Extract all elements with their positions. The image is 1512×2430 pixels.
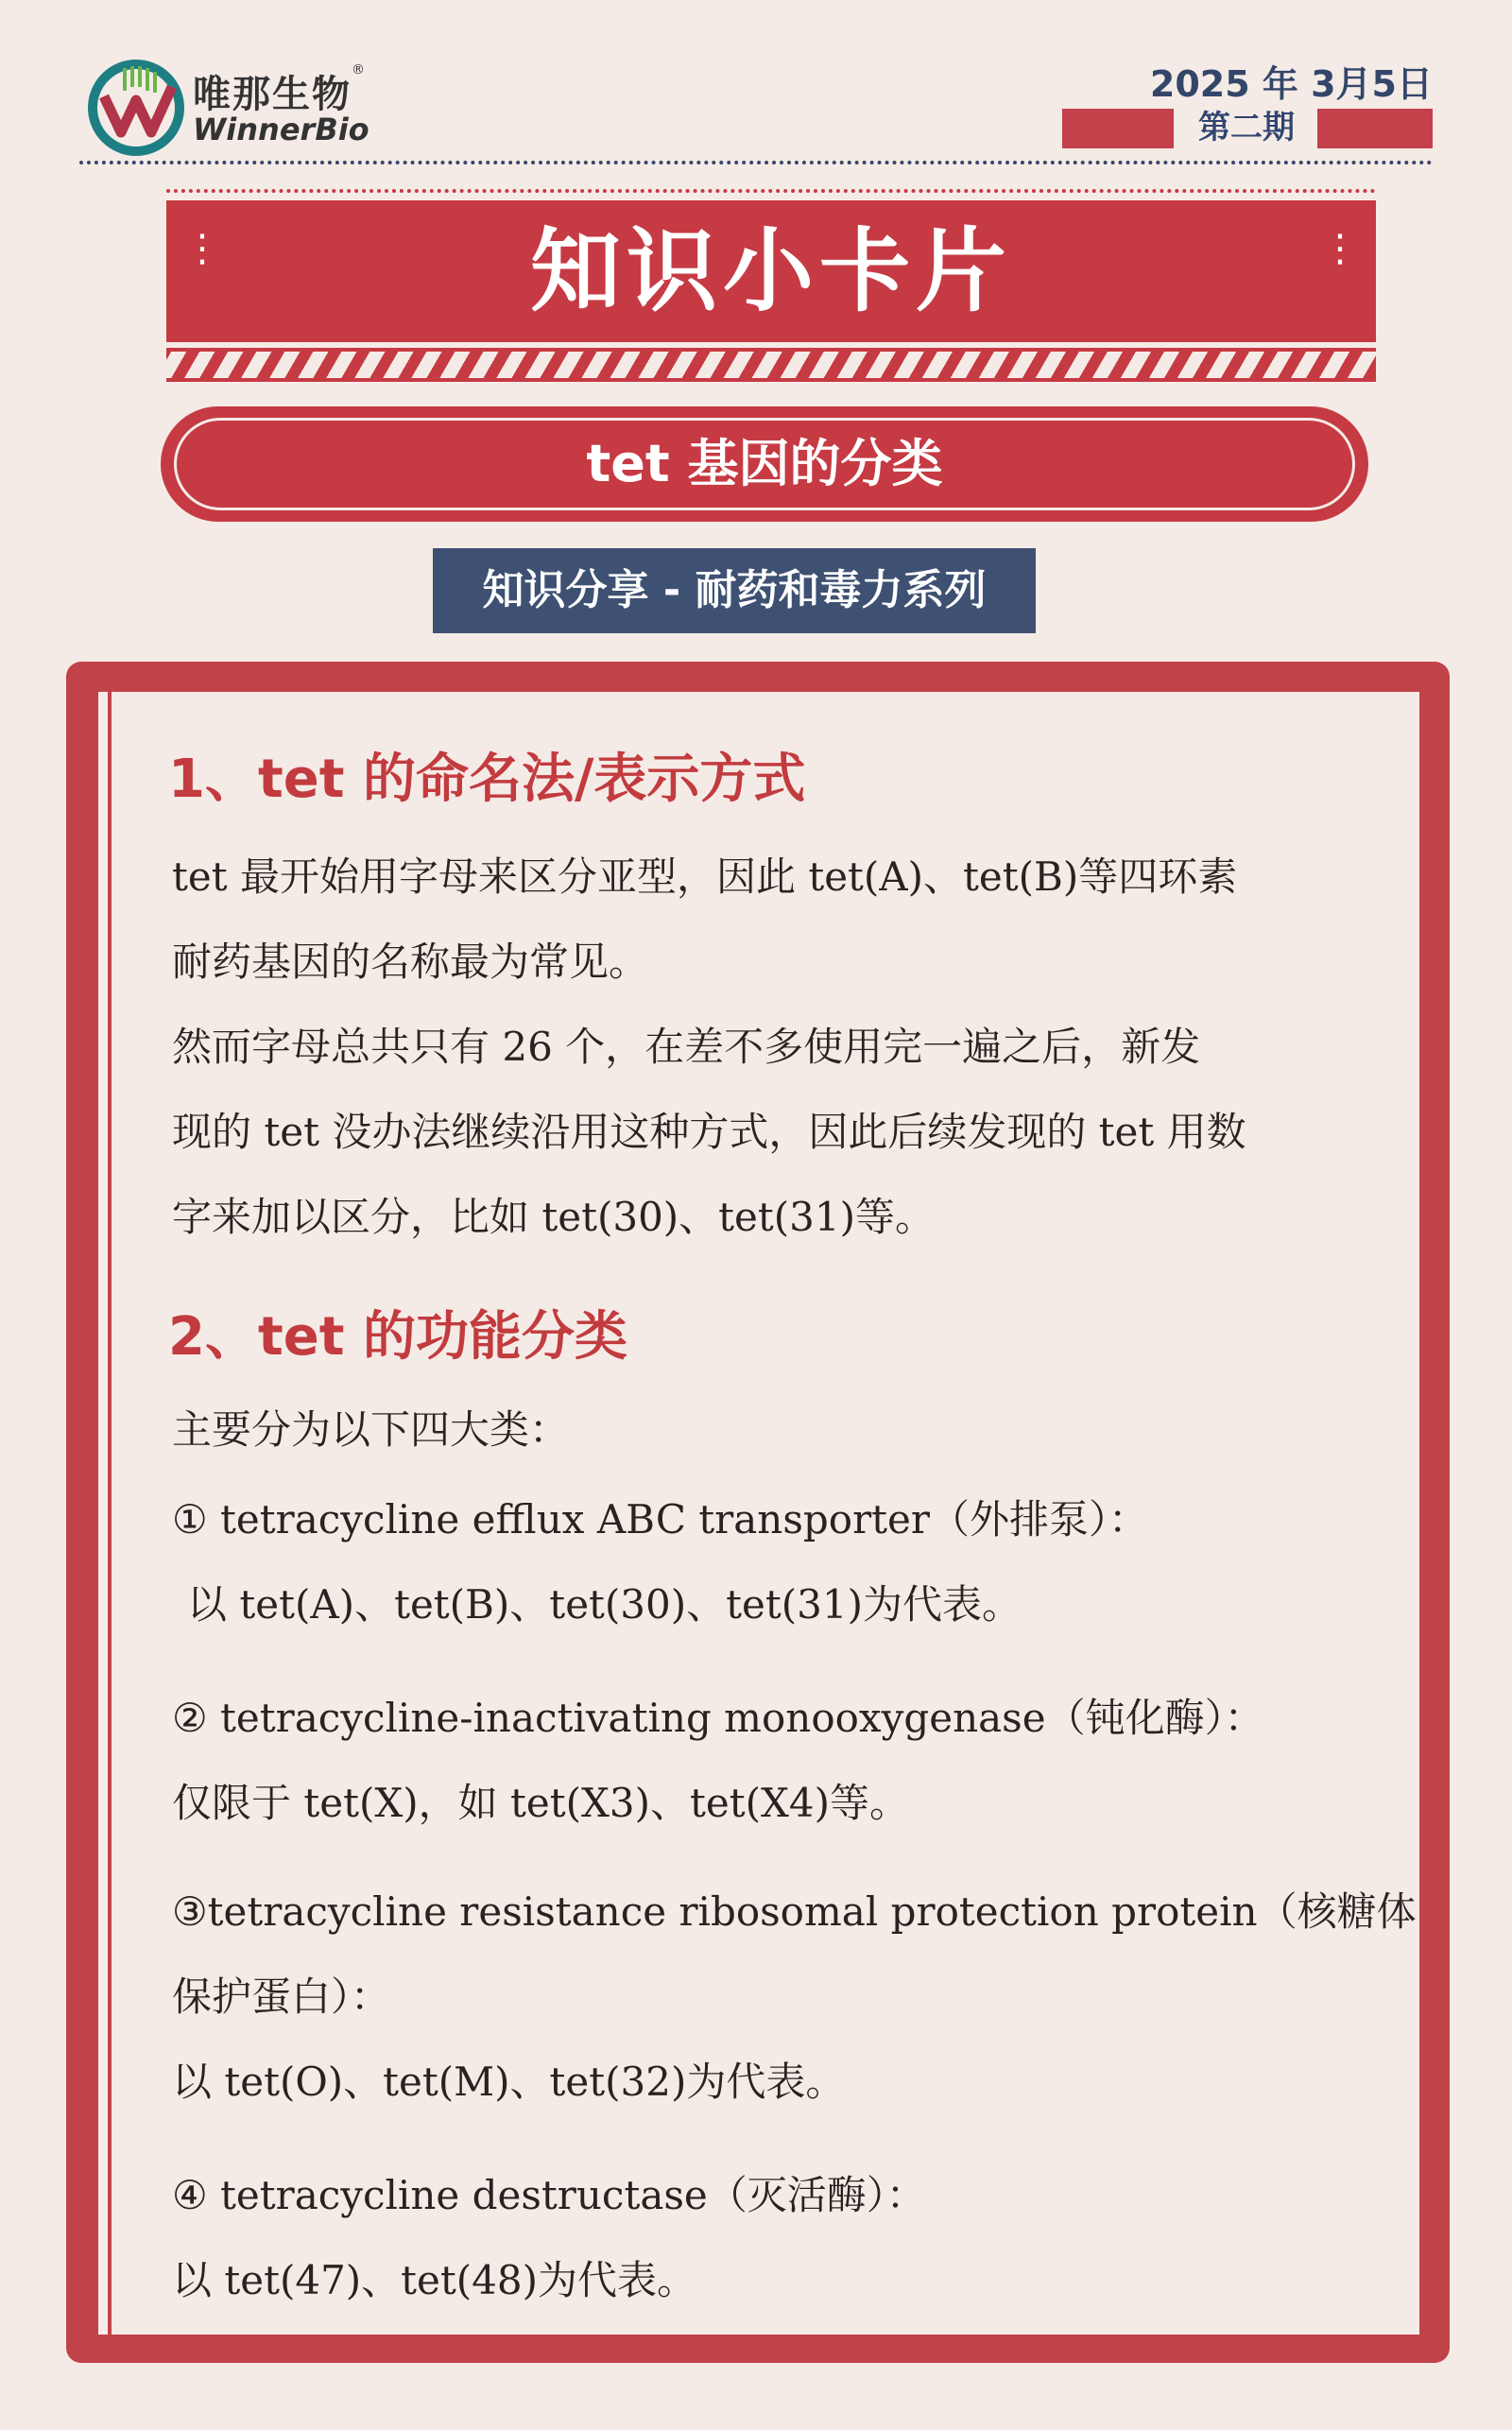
category-3-detail: 以 tet(O)、tet(M)、tet(32)为代表。	[172, 2059, 846, 2105]
registered-mark: ®	[352, 62, 365, 78]
category-3-heading-cont: 保护蛋白）：	[172, 1973, 391, 2020]
title-banner	[166, 189, 1376, 383]
section-2-title: 2、tet 的功能分类	[168, 1306, 627, 1368]
content-card-left-rule	[108, 692, 112, 2335]
winnerbio-logo-icon	[87, 59, 185, 157]
banner-title: 知识小卡片	[530, 218, 1012, 324]
topic-pill	[161, 406, 1368, 522]
issue-date: 2025 年 3月5日	[1149, 63, 1433, 105]
series-tag: 知识分享 - 耐药和毒力系列	[433, 548, 1036, 633]
category-1-heading: ① tetracycline efflux ABC transporter（外排泵）：	[172, 1496, 1148, 1542]
banner-dotted-edge	[166, 189, 1376, 200]
banner-stripes	[166, 348, 1376, 382]
category-1-detail: 以 tet(A)、tet(B)、tet(30)、tet(31)为代表。	[187, 1581, 1022, 1628]
brand-name-en: WinnerBio	[193, 112, 369, 147]
category-3-heading: ③tetracycline resistance ribosomal protection protein（核糖体	[172, 1888, 1417, 1935]
section-2-intro: 主要分为以下四大类：	[172, 1406, 570, 1453]
topic-title: tet 基因的分类	[586, 434, 943, 493]
section-1-title: 1、tet 的命名法/表示方式	[168, 749, 806, 810]
issue-bar-left	[1062, 109, 1174, 148]
banner-ornament-left-icon: ⋮	[183, 227, 221, 270]
header-divider	[79, 161, 1433, 164]
section-1-line: 现的 tet 没办法继续沿用这种方式，因此后续发现的 tet 用数	[172, 1109, 1246, 1155]
section-1-line: tet 最开始用字母来区分亚型，因此 tet(A)、tet(B)等四环素	[172, 853, 1238, 900]
category-2-detail: 仅限于 tet(X)，如 tet(X3)、tet(X4)等。	[172, 1780, 909, 1826]
brand-logo	[87, 59, 369, 157]
brand-name-cn: 唯那生物	[193, 73, 352, 116]
banner-ornament-right-icon: ⋮	[1321, 227, 1359, 270]
section-1-line: 然而字母总共只有 26 个，在差不多使用完一遍之后，新发	[172, 1024, 1201, 1070]
section-1-line: 耐药基因的名称最为常见。	[172, 939, 649, 985]
section-1-line: 字来加以区分，比如 tet(30)、tet(31)等。	[172, 1194, 936, 1240]
category-2-heading: ② tetracycline-inactivating monooxygenase（钝化酶）：	[172, 1695, 1264, 1741]
issue-number: 第二期	[1198, 109, 1295, 146]
category-4-detail: 以 tet(47)、tet(48)为代表。	[172, 2257, 697, 2303]
issue-bar-right	[1317, 109, 1433, 148]
category-4-heading: ④ tetracycline destructase（灭活酶）：	[172, 2172, 926, 2218]
